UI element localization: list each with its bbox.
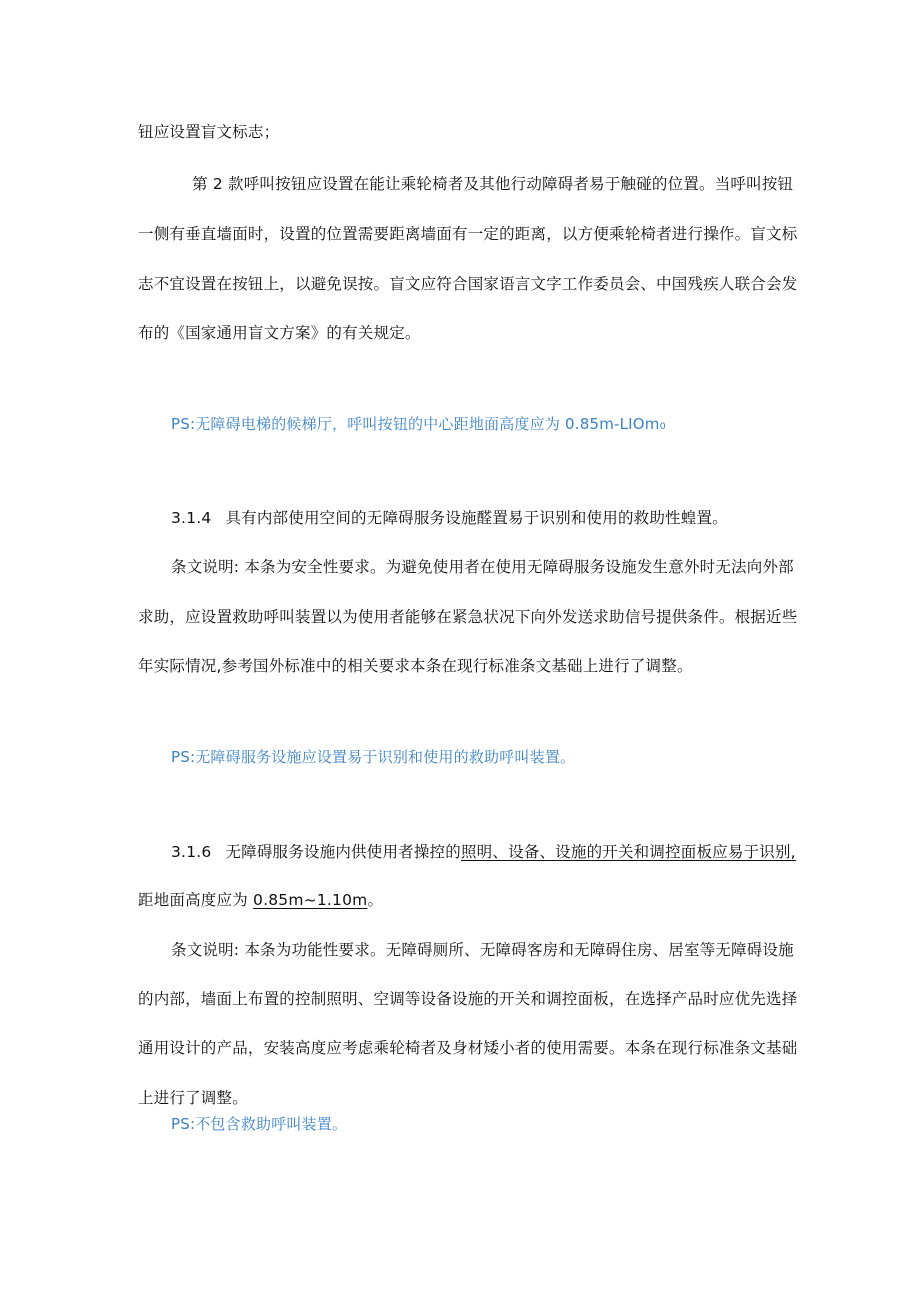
explain-3-1-6-line-4: 上进行了调整。 <box>138 1089 248 1107</box>
body-line-5: 布的《国家通用盲文方案》的有关规定。 <box>138 324 421 342</box>
ps-note-rescue: PS:无障碍服务设施应设置易于识别和使用的救助呼叫装置。 <box>171 748 576 766</box>
body-line-3: 一侧有垂直墙面时，设置的位置需要距离墙面有一定的距离，以方便乘轮椅者进行操作。盲文标 <box>138 225 798 243</box>
explain-3-1-4-line-2: 求助，应设置救助呼叫装置以为使用者能够在紧急状况下向外发送求助信号提供条件。根据近些 <box>138 608 798 626</box>
ps-note-elevator: PS:无障碍电梯的候梯厅，呼叫按钮的中心距地面高度应为 0.85m-LIOm₀ <box>171 415 666 433</box>
explain-3-1-6-line-2: 的内部，墙面上布置的控制照明、空调等设备设施的开关和调控面板，在选择产品时应优先选择 <box>138 990 798 1008</box>
clause-number: 3.1.4 <box>171 509 212 527</box>
clause-text-a: 无障碍服务设施内供使用者操控的 <box>225 843 461 861</box>
explain-3-1-4-line-1: 条文说明: 本条为安全性要求。为避免使用者在使用无障碍服务设施发生意外时无法向外部 <box>171 558 794 576</box>
ps-note-exclusion: PS:不包含救助呼叫装置。 <box>171 1115 348 1133</box>
body-line-1: 钮应设置盲文标志； <box>138 123 280 141</box>
explain-3-1-6-line-3: 通用设计的产品，安装高度应考虑乘轮椅者及身材矮小者的使用需要。本条在现行标准条文基础 <box>138 1039 798 1057</box>
body-line-2: 第 2 款呼叫按钮应设置在能让乘轮椅者及其他行动障碍者易于触碰的位置。当呼叫按钮 <box>192 175 794 193</box>
explain-3-1-4-line-3: 年实际情况,参考国外标准中的相关要求本条在现行标准条文基础上进行了调整。 <box>138 657 693 675</box>
height-label: 距地面高度应为 <box>138 891 254 909</box>
height-range: 0.85m~1.10m <box>253 891 368 909</box>
clause-3-1-6 <box>171 842 796 862</box>
clause-text-underlined: 照明、设备、设施的开关和调控面板应易于识别, <box>460 843 796 861</box>
clause-3-1-6-line-2 <box>138 890 383 910</box>
explain-3-1-6-line-1: 条文说明: 本条为功能性要求。无障碍厕所、无障碍客房和无障碍住房、居室等无障碍设施 <box>171 941 794 959</box>
clause-number: 3.1.6 <box>171 843 212 861</box>
height-period: 。 <box>367 891 384 909</box>
clause-3-1-4 <box>171 508 728 528</box>
clause-text: 具有内部使用空间的无障碍服务设施醛置易于识别和使用的救助性蝗置。 <box>225 509 728 527</box>
body-line-4: 志不宜设置在按钮上，以避免误按。盲文应符合国家语言文字工作委员会、中国残疾人联合会发 <box>138 275 798 293</box>
